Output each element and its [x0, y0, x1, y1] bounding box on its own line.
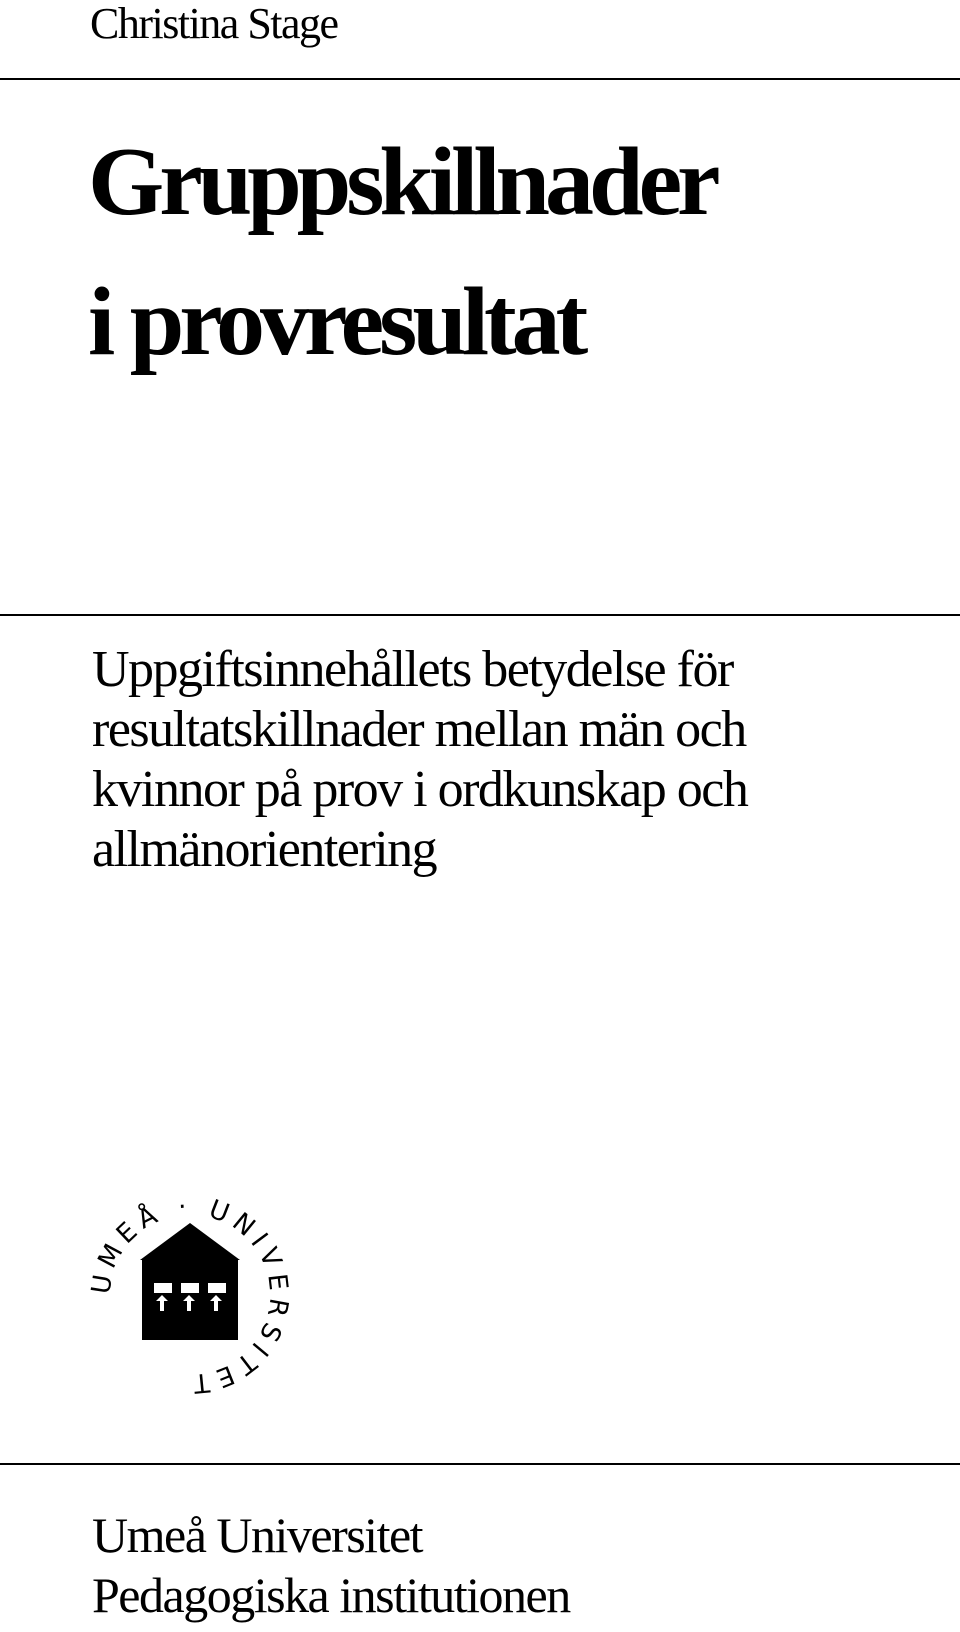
subtitle-line-4: allmänorientering	[92, 821, 437, 878]
top-divider	[0, 78, 960, 80]
subtitle-line-1: Uppgiftsinnehållets betydelse för	[92, 641, 733, 698]
book-subtitle	[92, 640, 747, 880]
seal-ring-text: UMEÅ · UNIVERSITET	[86, 1191, 294, 1399]
title-line-2: i provresultat	[88, 268, 584, 376]
umea-university-seal-icon	[80, 1185, 300, 1405]
middle-divider	[0, 614, 960, 616]
title-line-1: Gruppskillnader	[88, 128, 716, 236]
publisher-university: Umeå Universitet	[92, 1507, 423, 1563]
publisher-block	[92, 1505, 570, 1625]
book-title	[88, 112, 716, 392]
publisher-department: Pedagogiska institutionen	[92, 1567, 570, 1623]
subtitle-line-3: kvinnor på prov i ordkunskap och	[92, 761, 748, 818]
subtitle-line-2: resultatskillnader mellan män och	[92, 701, 746, 758]
author-name: Christina Stage	[90, 0, 338, 48]
bottom-divider	[0, 1463, 960, 1465]
